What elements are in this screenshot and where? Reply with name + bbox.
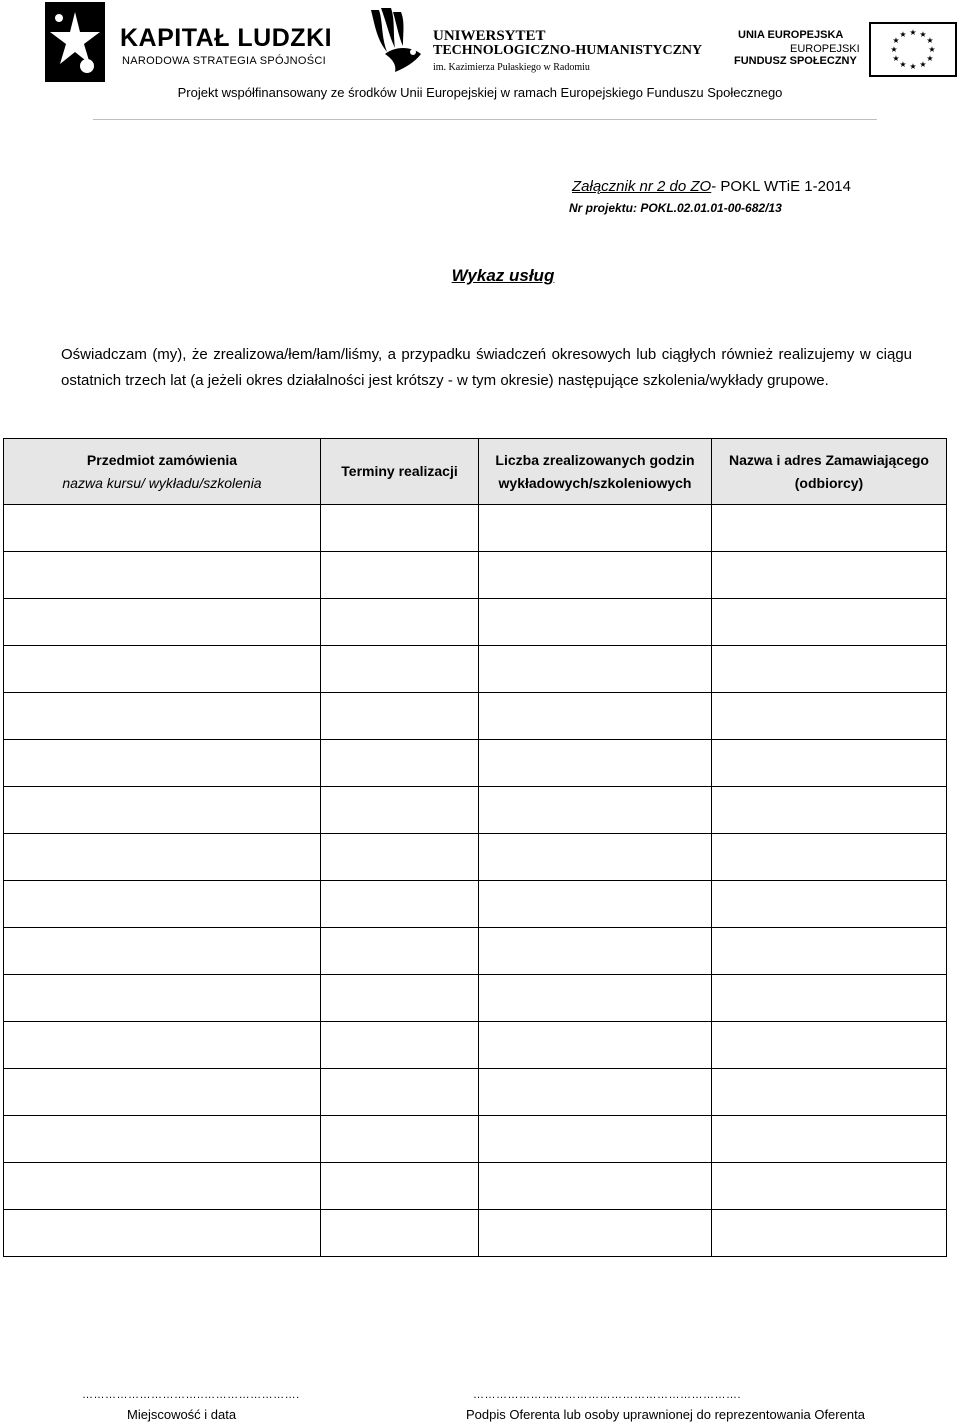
table-cell[interactable] bbox=[479, 1022, 712, 1069]
svg-text:★: ★ bbox=[926, 36, 934, 45]
table-cell[interactable] bbox=[479, 1069, 712, 1116]
column-header-dates-title: Terminy realizacji bbox=[341, 463, 458, 479]
table-cell[interactable] bbox=[321, 646, 479, 693]
table-cell[interactable] bbox=[4, 1210, 321, 1257]
university-logo bbox=[365, 6, 705, 76]
table-cell[interactable] bbox=[321, 1116, 479, 1163]
eu-name-line1: UNIA EUROPEJSKA bbox=[738, 29, 844, 41]
svg-text:★: ★ bbox=[892, 36, 900, 45]
svg-text:★: ★ bbox=[899, 60, 907, 69]
table-row bbox=[4, 646, 947, 693]
table-cell[interactable] bbox=[479, 975, 712, 1022]
page-title: Wykaz usług bbox=[451, 266, 555, 285]
table-cell[interactable] bbox=[4, 552, 321, 599]
table-row bbox=[4, 834, 947, 881]
table-header-row bbox=[4, 439, 947, 505]
table-cell[interactable] bbox=[712, 740, 947, 787]
table-cell[interactable] bbox=[4, 1022, 321, 1069]
table-cell[interactable] bbox=[321, 834, 479, 881]
statement-text: Oświadczam (my), że zrealizowa/łem/łam/liśmy, a przypadku świadczeń okresowych lub ciągłych również realizujemy w ciągu ostatnich trzech lat (a jeżeli okres działalności jest krótszy - w tym okresie) następujące szkolenia/wykłady grupowe. bbox=[61, 346, 912, 389]
svg-text:★: ★ bbox=[892, 54, 900, 63]
table-cell[interactable] bbox=[712, 693, 947, 740]
table-cell[interactable] bbox=[4, 599, 321, 646]
table-cell[interactable] bbox=[479, 505, 712, 552]
table-row bbox=[4, 1022, 947, 1069]
eu-name-line3: FUNDUSZ SPOŁECZNY bbox=[734, 55, 857, 67]
table-cell[interactable] bbox=[479, 740, 712, 787]
table-row bbox=[4, 1069, 947, 1116]
university-eagle-icon bbox=[365, 6, 427, 76]
table-row bbox=[4, 1210, 947, 1257]
table-cell[interactable] bbox=[712, 881, 947, 928]
table-cell[interactable] bbox=[321, 505, 479, 552]
place-date-line: …………………………..……………………. bbox=[82, 1389, 300, 1401]
table-row bbox=[4, 881, 947, 928]
table-cell[interactable] bbox=[712, 1116, 947, 1163]
table-cell[interactable] bbox=[4, 881, 321, 928]
table-cell[interactable] bbox=[4, 928, 321, 975]
place-date-label: Miejscowość i data bbox=[127, 1407, 237, 1422]
annex-code: - POKL WTiE 1-2014 bbox=[711, 178, 851, 195]
project-number: Nr projektu: POKL.02.01.01-00-682/13 bbox=[569, 201, 782, 215]
funding-note: Projekt współfinansowany ze środków Unii Europejskiej w ramach Europejskiego Funduszu Społecznego bbox=[177, 85, 783, 100]
table-row bbox=[4, 693, 947, 740]
table-cell[interactable] bbox=[479, 1116, 712, 1163]
signature-label: Podpis Oferenta lub osoby uprawnionej do reprezentowania Oferenta bbox=[466, 1407, 865, 1422]
table-cell[interactable] bbox=[4, 975, 321, 1022]
table-cell[interactable] bbox=[321, 928, 479, 975]
table-cell[interactable] bbox=[321, 1210, 479, 1257]
table-cell[interactable] bbox=[479, 646, 712, 693]
table-cell[interactable] bbox=[712, 599, 947, 646]
eu-name-line2: EUROPEJSKI bbox=[790, 43, 860, 55]
table-cell[interactable] bbox=[321, 787, 479, 834]
annex-label: Załącznik nr 2 do ZO bbox=[572, 178, 712, 195]
svg-text:★: ★ bbox=[919, 60, 927, 69]
table-cell[interactable] bbox=[4, 505, 321, 552]
table-cell[interactable] bbox=[712, 1210, 947, 1257]
services-table bbox=[3, 438, 947, 1257]
signature-line: ……………………………………………………………. bbox=[473, 1389, 742, 1401]
eu-flag-icon bbox=[869, 22, 957, 77]
table-cell[interactable] bbox=[479, 552, 712, 599]
table-cell[interactable] bbox=[4, 1116, 321, 1163]
column-header-dates bbox=[321, 439, 479, 505]
svg-text:★: ★ bbox=[919, 30, 927, 39]
table-cell[interactable] bbox=[712, 1022, 947, 1069]
table-cell[interactable] bbox=[712, 1069, 947, 1116]
svg-text:★: ★ bbox=[909, 28, 917, 37]
table-cell[interactable] bbox=[479, 1163, 712, 1210]
university-name-line3: im. Kazimierza Pułaskiego w Radomiu bbox=[433, 62, 590, 73]
table-cell[interactable] bbox=[479, 693, 712, 740]
table-cell[interactable] bbox=[712, 552, 947, 599]
table-row bbox=[4, 740, 947, 787]
annex-reference bbox=[572, 178, 851, 195]
column-header-client-subtitle: (odbiorcy) bbox=[794, 474, 864, 491]
svg-text:★: ★ bbox=[890, 45, 898, 54]
svg-text:★: ★ bbox=[899, 30, 907, 39]
table-cell[interactable] bbox=[4, 1163, 321, 1210]
table-row bbox=[4, 505, 947, 552]
svg-text:★: ★ bbox=[928, 45, 936, 54]
header-divider bbox=[93, 119, 877, 120]
university-name-line2: TECHNOLOGICZNO-HUMANISTYCZNY bbox=[433, 43, 703, 58]
table-cell[interactable] bbox=[4, 787, 321, 834]
table-row bbox=[4, 787, 947, 834]
column-header-hours bbox=[479, 439, 712, 505]
eu-logo bbox=[720, 22, 960, 82]
column-header-client bbox=[712, 439, 947, 505]
table-cell[interactable] bbox=[479, 834, 712, 881]
svg-text:★: ★ bbox=[909, 62, 917, 71]
table-row bbox=[4, 552, 947, 599]
table-cell[interactable] bbox=[712, 787, 947, 834]
table-cell[interactable] bbox=[4, 693, 321, 740]
table-cell[interactable] bbox=[321, 552, 479, 599]
kapital-ludzki-subtitle: NARODOWA STRATEGIA SPÓJNOŚCI bbox=[122, 55, 326, 67]
table-cell[interactable] bbox=[321, 599, 479, 646]
table-cell[interactable] bbox=[321, 740, 479, 787]
table-row bbox=[4, 928, 947, 975]
table-cell[interactable] bbox=[321, 1069, 479, 1116]
table-cell[interactable] bbox=[712, 975, 947, 1022]
table-body bbox=[4, 505, 947, 1257]
kapital-ludzki-emblem-icon bbox=[45, 2, 105, 82]
table-row bbox=[4, 599, 947, 646]
table-cell[interactable] bbox=[479, 881, 712, 928]
svg-text:★: ★ bbox=[926, 54, 934, 63]
table-cell[interactable] bbox=[321, 975, 479, 1022]
column-header-subject-subtitle: nazwa kursu/ wykładu/szkolenia bbox=[62, 474, 262, 491]
column-header-hours-subtitle: wykładowych/szkoleniowych bbox=[498, 474, 692, 491]
university-name-line1: UNIWERSYTET bbox=[433, 28, 546, 44]
table-cell[interactable] bbox=[479, 1210, 712, 1257]
table-cell[interactable] bbox=[479, 787, 712, 834]
table-cell[interactable] bbox=[712, 646, 947, 693]
column-header-client-title: Nazwa i adres Zamawiającego bbox=[729, 451, 929, 468]
table-cell[interactable] bbox=[479, 928, 712, 975]
column-header-subject-title: Przedmiot zamówienia bbox=[86, 451, 238, 468]
table-row bbox=[4, 1163, 947, 1210]
table-row bbox=[4, 1116, 947, 1163]
table-cell[interactable] bbox=[321, 1022, 479, 1069]
kapital-ludzki-logo bbox=[45, 2, 335, 82]
table-cell[interactable] bbox=[712, 1163, 947, 1210]
table-cell[interactable] bbox=[712, 834, 947, 881]
table-cell[interactable] bbox=[4, 834, 321, 881]
table-cell[interactable] bbox=[712, 505, 947, 552]
kapital-ludzki-title: KAPITAŁ LUDZKI bbox=[120, 24, 333, 52]
column-header-subject bbox=[4, 439, 321, 505]
table-cell[interactable] bbox=[4, 1069, 321, 1116]
table-cell[interactable] bbox=[4, 740, 321, 787]
column-header-hours-title: Liczba zrealizowanych godzin bbox=[495, 451, 695, 468]
table-cell[interactable] bbox=[321, 1163, 479, 1210]
table-cell[interactable] bbox=[4, 646, 321, 693]
table-cell[interactable] bbox=[321, 693, 479, 740]
table-cell[interactable] bbox=[321, 881, 479, 928]
table-row bbox=[4, 975, 947, 1022]
table-cell[interactable] bbox=[712, 928, 947, 975]
table-cell[interactable] bbox=[479, 599, 712, 646]
